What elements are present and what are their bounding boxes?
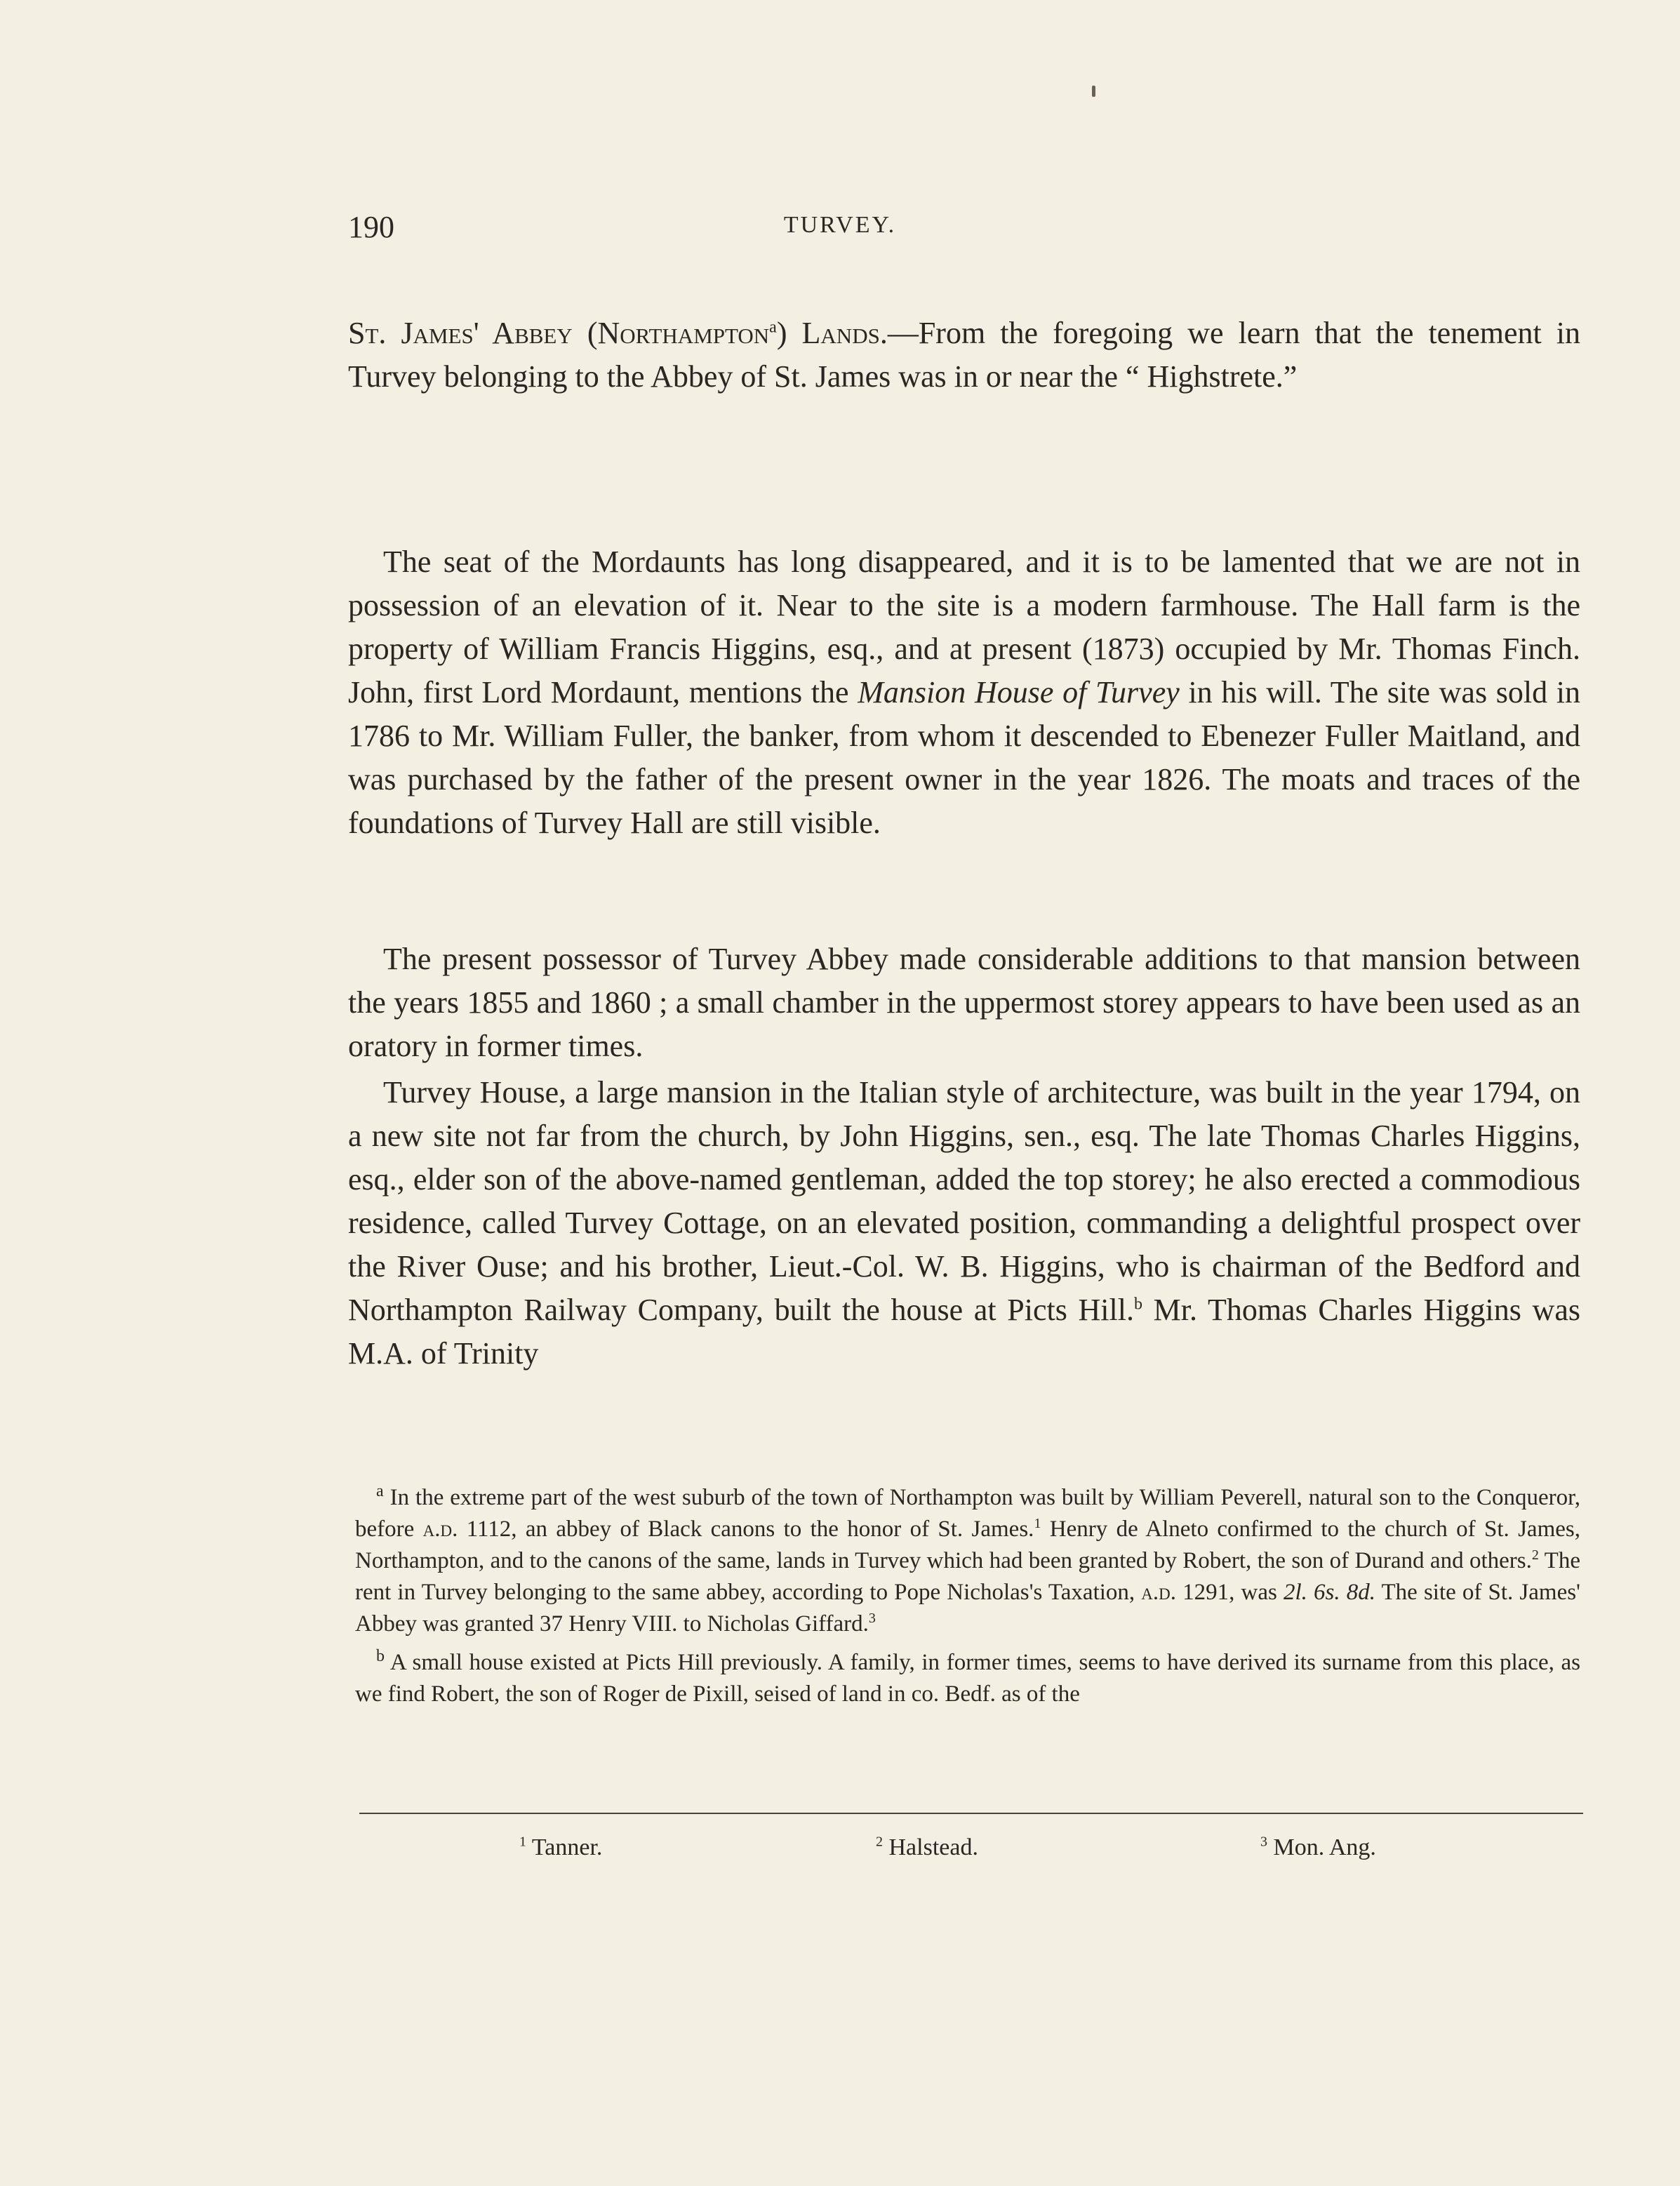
reference-note-3-number: 3 [1260,1834,1267,1850]
paragraph-3-text-b: Mr. Thomas Charles Higgins was M.A. of Trinity [348,1293,1580,1371]
footnote-a-ref-3: 3 [868,1611,876,1626]
footnote-divider [359,1813,1583,1814]
reference-note-1 [519,1834,602,1861]
section-text: —From the foregoing we learn that the tenement in Turvey belonging to the Abbey of St. James was in or near the “ Highstrete.” [348,316,1581,394]
footnote-a-ad-1: a.d. [422,1517,458,1542]
heading-paren-open: ( [587,316,598,350]
running-title: TURVEY. [783,212,897,238]
reference-note-3 [1260,1834,1376,1861]
footnote-a-text-3: Henry de Alneto confirmed to the church of St. James, Northampton, and to the canons of the same, lands in Turvey which had been granted by Robert, the son of Durand and others. [355,1517,1580,1573]
reference-note-1-number: 1 [519,1834,526,1850]
paragraph-2-text: The present possessor of Turvey Abbey made considerable additions to that mansion between the years 1855 and 1860 ; a small chamber in the uppermost storey appears to have been used as an oratory in former times. [348,942,1580,1063]
footnote-a-text-5: 1291, was [1176,1580,1284,1605]
paragraph-3-text-a: Turvey House, a large mansion in the Italian style of architecture, was built in the year 1794, on a new site not far from the church, by John Higgins, sen., esq. The late Thomas Charles Higgins, esq., elder son of the above-named gentleman, added the top storey; he also erected a commodious residence, called Turvey Cottage, on an elevated position, commanding a delightful prospect over the River Ouse; and his brother, Lieut.-Col. W. B. Higgins, who is chairman of the Bedford and Northampton Railway Company, built the house at Picts Hill. [348,1075,1580,1327]
reference-note-1-text: Tanner. [526,1834,603,1860]
footnotes [355,1482,1580,1717]
reference-note-2-text: Halstead. [883,1834,978,1860]
footnote-a-text-2: 1112, an abbey of Black canons to the honor of St. James. [458,1517,1034,1542]
heading-paren-close: ) [776,316,802,350]
footnote-b-text: A small house existed at Picts Hill previously. A family, in former times, seems to have derived its surname from this place, as we find Robert, the son of Roger de Pixill, seised of land in co. Bedf. as of the [355,1650,1580,1707]
section-paragraph [348,312,1580,399]
paragraph-1-text-b: in his will. The site was sold in 1786 to Mr. William Fuller, the banker, from whom it descended to Ebenezer Fuller Maitland, and was purchased by the father of the present owner in the year 1826. The moats and traces of the foundations of Turvey Hall are still visible. [348,675,1581,840]
heading-part-2: Northampton [597,316,770,350]
footnote-a-amount: 2l. 6s. 8d. [1283,1580,1375,1605]
page-header [0,209,1680,251]
footnote-a-text-4: The rent in Turvey belonging to the same abbey, according to Pope Nicholas's Taxation, [355,1548,1580,1605]
footnote-a-ref-1: 1 [1034,1516,1041,1531]
reference-notes [0,1834,1680,1870]
footnote-a-ref-2: 2 [1531,1547,1539,1563]
paragraph-turvey-abbey [348,938,1580,1068]
heading-part-1: St. James' Abbey [348,316,573,350]
reference-note-2-number: 2 [876,1834,883,1850]
paragraph-mordaunts [348,540,1580,845]
footnote-b-marker: b [376,1647,385,1665]
footnote-a-ad-2: a.d. [1141,1580,1177,1605]
paragraph-1-italic: Mansion House of Turvey [858,675,1180,709]
footnote-a-text-6: The site of St. James' Abbey was granted 37 Henry VIII. to Nicholas Giffard. [355,1580,1581,1637]
footnote-a [355,1482,1580,1640]
reference-note-3-text: Mon. Ang. [1267,1834,1376,1860]
heading-part-3: Lands. [801,316,888,350]
paragraph-turvey-house [348,1071,1580,1375]
footnote-a-text-1: In the extreme part of the west suburb of the town of Northampton was built by William Peverell, natural son to the Conqueror, before [355,1485,1580,1542]
footnote-ref-a: a [769,318,777,337]
footnote-ref-b: b [1133,1295,1142,1314]
footnote-a-marker: a [376,1482,384,1500]
ink-speck [1092,86,1095,97]
reference-note-2 [876,1834,978,1861]
paragraph-1-text-a: The seat of the Mordaunts has long disappeared, and it is to be lamented that we are not in possession of an elevation of it. Near to the site is a modern farmhouse. The Hall farm is the property of William Francis Higgins, esq., and at present (1873) occupied by Mr. Thomas Finch. John, first Lord Mordaunt, mentions the [348,545,1580,709]
page-number: 190 [348,210,394,244]
footnote-b [355,1647,1580,1710]
